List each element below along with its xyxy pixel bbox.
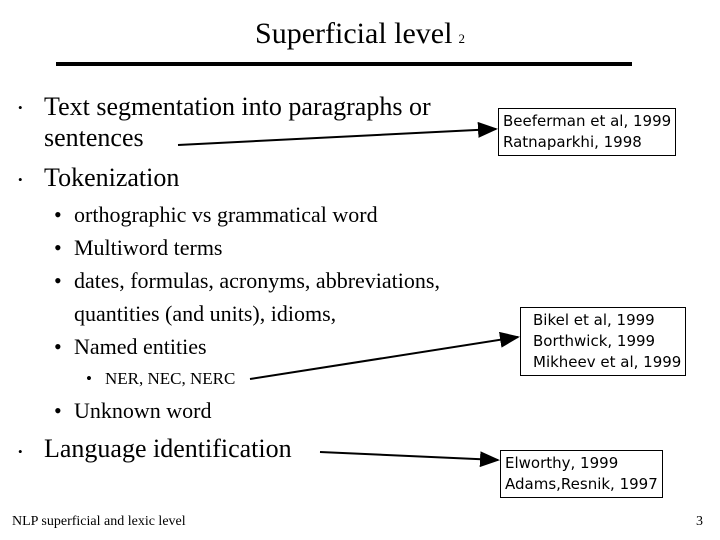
sub-bullet-marker: • (54, 268, 62, 293)
footer-text: NLP superficial and lexic level (12, 514, 186, 529)
bullet-marker: • (18, 100, 23, 115)
bullet-language-identification: Language identification (44, 434, 292, 463)
reference-line: Beeferman et al, 1999 (503, 112, 672, 130)
sub-bullet-marker: • (54, 398, 62, 423)
title-text: Superficial level (255, 17, 453, 50)
sub-bullet-text: dates, formulas, acronyms, abbreviations, (74, 268, 440, 293)
subsub-bullet-marker: • (86, 369, 92, 388)
reference-line: Ratnaparkhi, 1998 (503, 133, 642, 151)
page-number: 3 (696, 514, 703, 529)
sub-bullet-named-entities: Named entities (74, 334, 207, 359)
bullet-text: Text segmentation into paragraphs or (44, 92, 431, 121)
sub-bullet-marker: • (54, 202, 62, 227)
reference-line: Elworthy, 1999 (505, 454, 619, 472)
bullet-text: sentences (44, 123, 144, 152)
arrow-segmentation (178, 129, 496, 145)
bullet-marker: • (18, 172, 23, 187)
sub-bullet-marker: • (54, 235, 62, 260)
arrow-named-entities (250, 337, 518, 379)
bullet-marker: • (18, 444, 23, 459)
sub-bullet-text: quantities (and units), idioms, (74, 301, 337, 326)
arrow-language-id (320, 452, 498, 460)
reference-line: Mikheev et al, 1999 (533, 353, 682, 371)
bullet-tokenization: Tokenization (44, 163, 180, 192)
sub-bullet-unknown-word: Unknown word (74, 398, 212, 423)
reference-line: Bikel et al, 1999 (533, 311, 655, 329)
sub-bullet-multiword: Multiword terms (74, 235, 223, 260)
sub-bullet-orthographic: orthographic vs grammatical word (74, 202, 378, 227)
reference-line: Adams,Resnik, 1997 (505, 475, 658, 493)
reference-line: Borthwick, 1999 (533, 332, 656, 350)
subsub-bullet-ner: NER, NEC, NERC (105, 369, 236, 388)
sub-bullet-marker: • (54, 334, 62, 359)
title-suffix: 2 (458, 31, 465, 46)
